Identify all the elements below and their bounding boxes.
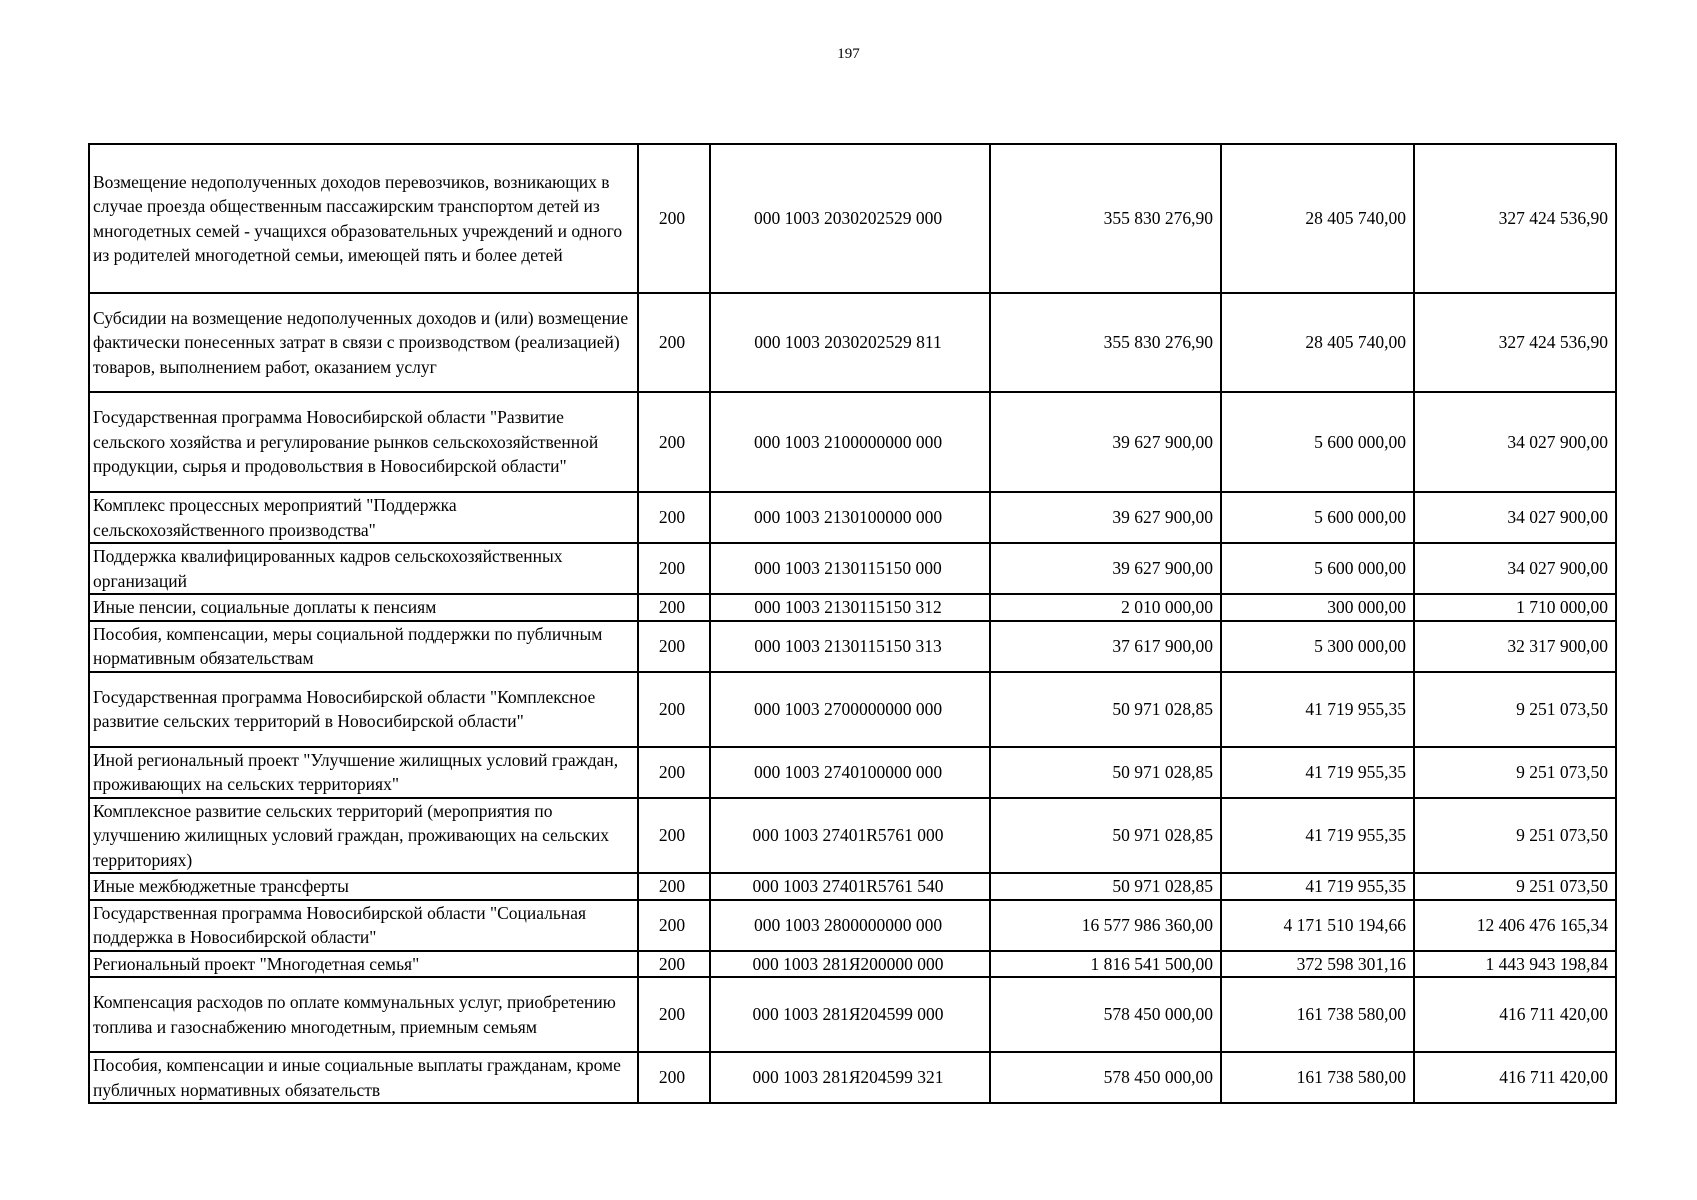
row-approved-amount: 355 830 276,90: [990, 144, 1221, 293]
row-line-code: 200: [638, 672, 710, 747]
row-name: Комплекс процессных мероприятий "Поддержка сельскохозяйственного производства": [89, 492, 638, 543]
row-unexecuted-amount: 1 443 943 198,84: [1414, 951, 1616, 978]
row-name: Региональный проект "Многодетная семья": [89, 951, 638, 978]
row-line-code: 200: [638, 144, 710, 293]
row-budget-classification: 000 1003 2130115150 313: [710, 621, 990, 672]
row-approved-amount: 355 830 276,90: [990, 293, 1221, 392]
row-approved-amount: 578 450 000,00: [990, 977, 1221, 1052]
row-name: Пособия, компенсации, меры социальной поддержки по публичным нормативным обязательствам: [89, 621, 638, 672]
page-number: 197: [837, 46, 860, 62]
row-budget-classification: 000 1003 2030202529 811: [710, 293, 990, 392]
row-approved-amount: 50 971 028,85: [990, 873, 1221, 900]
row-approved-amount: 39 627 900,00: [990, 543, 1221, 594]
row-name: Иные межбюджетные трансферты: [89, 873, 638, 900]
row-unexecuted-amount: 12 406 476 165,34: [1414, 900, 1616, 951]
table-row: [89, 747, 1616, 798]
row-executed-amount: 4 171 510 194,66: [1221, 900, 1414, 951]
row-budget-classification: 000 1003 2130115150 000: [710, 543, 990, 594]
row-line-code: 200: [638, 543, 710, 594]
row-executed-amount: 41 719 955,35: [1221, 672, 1414, 747]
row-line-code: 200: [638, 951, 710, 978]
table-row: [89, 951, 1616, 978]
row-line-code: 200: [638, 747, 710, 798]
row-budget-classification: 000 1003 2030202529 000: [710, 144, 990, 293]
table-row: [89, 392, 1616, 492]
row-executed-amount: 41 719 955,35: [1221, 873, 1414, 900]
row-unexecuted-amount: 9 251 073,50: [1414, 798, 1616, 874]
row-executed-amount: 372 598 301,16: [1221, 951, 1414, 978]
row-budget-classification: 000 1003 2130100000 000: [710, 492, 990, 543]
row-executed-amount: 300 000,00: [1221, 594, 1414, 621]
row-executed-amount: 5 600 000,00: [1221, 392, 1414, 492]
row-approved-amount: 50 971 028,85: [990, 747, 1221, 798]
row-name: Компенсация расходов по оплате коммунальных услуг, приобретению топлива и газоснабжению многодетным, приемным семьям: [89, 977, 638, 1052]
row-approved-amount: 1 816 541 500,00: [990, 951, 1221, 978]
table-row: [89, 144, 1616, 293]
row-unexecuted-amount: 327 424 536,90: [1414, 293, 1616, 392]
row-budget-classification: 000 1003 2700000000 000: [710, 672, 990, 747]
row-name: Государственная программа Новосибирской области "Развитие сельского хозяйства и регулирование рынков сельскохозяйственной продукции, сырья и продовольствия в Новосибирской области": [89, 392, 638, 492]
row-approved-amount: 578 450 000,00: [990, 1052, 1221, 1103]
row-approved-amount: 50 971 028,85: [990, 672, 1221, 747]
row-name: Государственная программа Новосибирской области "Социальная поддержка в Новосибирской области": [89, 900, 638, 951]
table-row: [89, 873, 1616, 900]
table-row: [89, 543, 1616, 594]
row-executed-amount: 41 719 955,35: [1221, 798, 1414, 874]
row-executed-amount: 5 600 000,00: [1221, 543, 1414, 594]
row-budget-classification: 000 1003 27401R5761 000: [710, 798, 990, 874]
table-row: [89, 492, 1616, 543]
table-row: [89, 672, 1616, 747]
table-row: [89, 594, 1616, 621]
budget-execution-table: [88, 143, 1617, 1104]
row-unexecuted-amount: 34 027 900,00: [1414, 492, 1616, 543]
row-name: Государственная программа Новосибирской области "Комплексное развитие сельских территорий в Новосибирской области": [89, 672, 638, 747]
row-executed-amount: 28 405 740,00: [1221, 144, 1414, 293]
row-executed-amount: 161 738 580,00: [1221, 977, 1414, 1052]
row-line-code: 200: [638, 1052, 710, 1103]
row-budget-classification: 000 1003 2740100000 000: [710, 747, 990, 798]
row-name: Иные пенсии, социальные доплаты к пенсиям: [89, 594, 638, 621]
row-line-code: 200: [638, 392, 710, 492]
table-row: [89, 621, 1616, 672]
row-unexecuted-amount: 32 317 900,00: [1414, 621, 1616, 672]
row-name: Возмещение недополученных доходов перевозчиков, возникающих в случае проезда общественным пассажирским транспортом детей из многодетных семей - учащихся образовательных учреждений и одного из родителей многодетной семьи, имеющей пять и более детей: [89, 144, 638, 293]
row-budget-classification: 000 1003 2130115150 312: [710, 594, 990, 621]
row-budget-classification: 000 1003 2100000000 000: [710, 392, 990, 492]
row-line-code: 200: [638, 873, 710, 900]
table-row: [89, 798, 1616, 874]
row-unexecuted-amount: 9 251 073,50: [1414, 873, 1616, 900]
row-approved-amount: 16 577 986 360,00: [990, 900, 1221, 951]
row-executed-amount: 41 719 955,35: [1221, 747, 1414, 798]
table-row: [89, 1052, 1616, 1103]
row-unexecuted-amount: 9 251 073,50: [1414, 747, 1616, 798]
row-executed-amount: 5 600 000,00: [1221, 492, 1414, 543]
table-row: [89, 900, 1616, 951]
row-executed-amount: 161 738 580,00: [1221, 1052, 1414, 1103]
row-budget-classification: 000 1003 281Я200000 000: [710, 951, 990, 978]
row-unexecuted-amount: 416 711 420,00: [1414, 977, 1616, 1052]
row-unexecuted-amount: 1 710 000,00: [1414, 594, 1616, 621]
table-row: [89, 293, 1616, 392]
row-unexecuted-amount: 34 027 900,00: [1414, 392, 1616, 492]
table-row: [89, 977, 1616, 1052]
row-unexecuted-amount: 34 027 900,00: [1414, 543, 1616, 594]
row-unexecuted-amount: 416 711 420,00: [1414, 1052, 1616, 1103]
row-name: Пособия, компенсации и иные социальные выплаты гражданам, кроме публичных нормативных обязательств: [89, 1052, 638, 1103]
row-executed-amount: 28 405 740,00: [1221, 293, 1414, 392]
row-line-code: 200: [638, 798, 710, 874]
row-line-code: 200: [638, 293, 710, 392]
row-name: Иной региональный проект "Улучшение жилищных условий граждан, проживающих на сельских территориях": [89, 747, 638, 798]
row-line-code: 200: [638, 594, 710, 621]
row-budget-classification: 000 1003 281Я204599 000: [710, 977, 990, 1052]
row-budget-classification: 000 1003 281Я204599 321: [710, 1052, 990, 1103]
row-unexecuted-amount: 9 251 073,50: [1414, 672, 1616, 747]
row-name: Поддержка квалифицированных кадров сельскохозяйственных организаций: [89, 543, 638, 594]
row-budget-classification: 000 1003 27401R5761 540: [710, 873, 990, 900]
row-approved-amount: 50 971 028,85: [990, 798, 1221, 874]
row-line-code: 200: [638, 900, 710, 951]
row-name: Комплексное развитие сельских территорий (мероприятия по улучшению жилищных условий граждан, проживающих на сельских территориях): [89, 798, 638, 874]
row-approved-amount: 39 627 900,00: [990, 392, 1221, 492]
row-approved-amount: 39 627 900,00: [990, 492, 1221, 543]
row-budget-classification: 000 1003 2800000000 000: [710, 900, 990, 951]
row-unexecuted-amount: 327 424 536,90: [1414, 144, 1616, 293]
row-line-code: 200: [638, 977, 710, 1052]
row-executed-amount: 5 300 000,00: [1221, 621, 1414, 672]
row-line-code: 200: [638, 492, 710, 543]
row-approved-amount: 37 617 900,00: [990, 621, 1221, 672]
row-line-code: 200: [638, 621, 710, 672]
row-name: Субсидии на возмещение недополученных доходов и (или) возмещение фактически понесенных затрат в связи с производством (реализацией) товаров, выполнением работ, оказанием услуг: [89, 293, 638, 392]
row-approved-amount: 2 010 000,00: [990, 594, 1221, 621]
